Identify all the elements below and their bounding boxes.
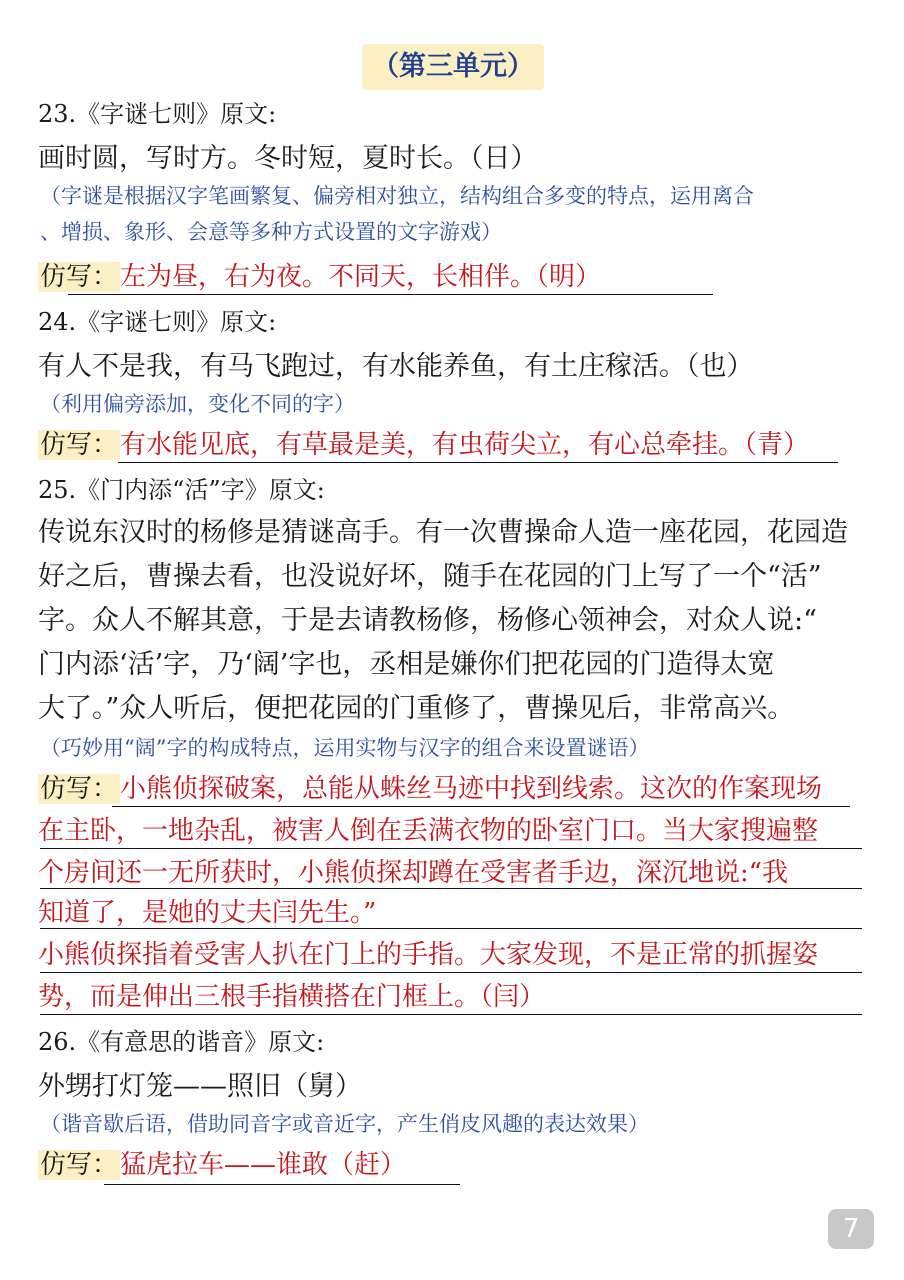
section-25-original-line-3: 字。众人不解其意，于是去请教杨修，杨修心领神会，对众人说:“ (38, 605, 817, 636)
section-24-heading: 24.《字谜七则》原文: (38, 308, 277, 336)
section-24-note: （利用偏旁添加，变化不同的字） (40, 392, 355, 416)
section-25-original-line-2: 好之后，曹操去看，也没说好坏，随手在花园的门上写了一个“活” (38, 561, 822, 592)
imitation-label: 仿写： (40, 430, 119, 460)
section-26-imitation (38, 1144, 406, 1181)
section-26-heading: 26.《有意思的谐音》原文: (38, 1028, 325, 1056)
section-24-imitation (38, 424, 809, 461)
underline (40, 888, 862, 889)
section-23-heading: 23.《字谜七则》原文: (38, 100, 277, 128)
section-25-original-line-1: 传说东汉时的杨修是猜谜高手。有一次曹操命人造一座花园，花园造 (38, 517, 848, 548)
section-23-note-line-1: （字谜是根据汉字笔画繁复、偏旁相对独立，结构组合多变的特点，运用离合 (40, 184, 754, 208)
section-25-imitation-line-2: 在主卧，一地杂乱，被害人倒在丢满衣物的卧室门口。当大家搜遍整 (38, 816, 819, 846)
section-25-note: （巧妙用“阔”字的构成特点，运用实物与汉字的组合来设置谜语） (40, 736, 650, 760)
imitation-label: 仿写： (40, 1150, 119, 1180)
underline (112, 806, 850, 807)
section-26-imitation-text: 猛虎拉车——谁敢（赶） (120, 1150, 407, 1180)
section-23-imitation (38, 256, 601, 293)
section-26-note: （谐音歇后语，借助同音字或音近字，产生俏皮风趣的表达效果） (40, 1112, 649, 1136)
underline (40, 928, 862, 929)
section-23-imitation-text: 左为昼，右为夜。不同天，长相伴。（明） (120, 262, 602, 292)
section-25-imitation-text: 小熊侦探破案，总能从蛛丝马迹中找到线索。这次的作案现场 (120, 774, 823, 804)
section-25-imitation-line-3: 个房间还一无所获时，小熊侦探却蹲在受害者手边，深沉地说:“我 (38, 858, 789, 888)
underline (40, 972, 862, 973)
unit-title: （第三单元） (362, 44, 544, 90)
section-25-original-line-5: 大了。”众人听后，便把花园的门重修了，曹操见后，非常高兴。 (38, 693, 795, 724)
section-24-imitation-text: 有水能见底，有草最是美，有虫荷尖立，有心总牵挂。（青） (120, 430, 810, 460)
section-25-heading: 25.《门内添“活”字》原文: (38, 476, 325, 504)
underline (104, 1184, 460, 1185)
section-25-imitation-line-5: 小熊侦探指着受害人扒在门上的手指。大家发现，不是正常的抓握姿 (38, 940, 819, 970)
section-25-imitation-line-6: 势，而是伸出三根手指横搭在门框上。（闫） (38, 982, 546, 1012)
section-25-imitation-line-1 (38, 768, 822, 805)
section-24-original: 有人不是我，有马飞跑过，有水能养鱼，有土庄稼活。（也） (38, 351, 754, 382)
page-number-badge: 7 (828, 1209, 874, 1249)
underline (40, 1014, 862, 1015)
section-25-original-line-4: 门内添‘活’字，乃‘阔’字也，丞相是嫌你们把花园的门造得太宽 (38, 649, 775, 680)
underline (68, 294, 713, 295)
section-23-original: 画时圆，写时方。冬时短，夏时长。（日） (38, 143, 538, 174)
imitation-label: 仿写： (40, 262, 119, 292)
imitation-label: 仿写： (40, 774, 119, 804)
underline (118, 462, 838, 463)
section-26-original: 外甥打灯笼——照旧（舅） (38, 1071, 362, 1102)
section-23-note-line-2: 、增损、象形、会意等多种方式设置的文字游戏） (40, 220, 502, 244)
underline (40, 848, 862, 849)
section-25-imitation-line-4: 知道了，是她的丈夫闫先生。” (38, 898, 377, 928)
